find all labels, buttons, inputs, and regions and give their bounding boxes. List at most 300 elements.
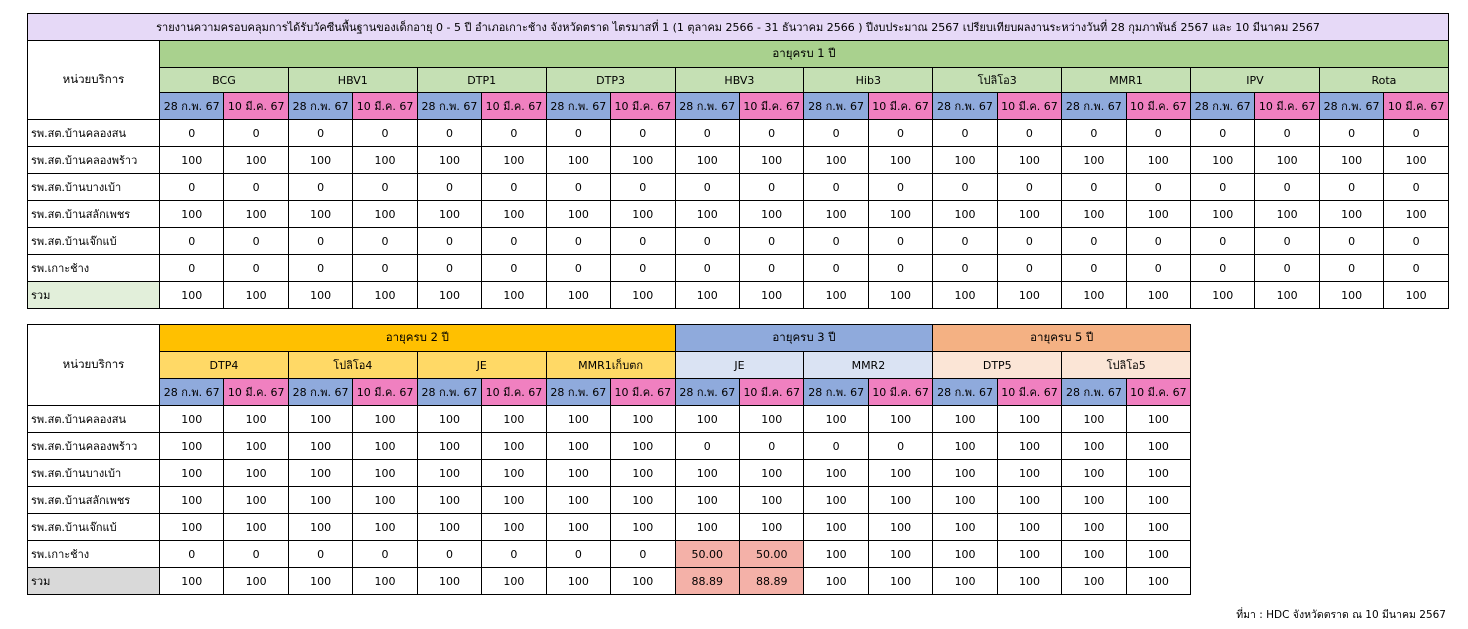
coverage-cell: 0	[353, 541, 417, 568]
coverage-cell: 0	[675, 120, 739, 147]
unit-name: รพ.สต.บ้านเจ๊กแบ้	[28, 514, 160, 541]
coverage-cell: 100	[160, 433, 224, 460]
sum-cell: 100	[675, 282, 739, 309]
coverage-cell: 100	[546, 406, 610, 433]
coverage-cell: 100	[482, 460, 546, 487]
coverage-cell: 0	[546, 120, 610, 147]
coverage-cell: 0	[353, 228, 417, 255]
coverage-cell: 0	[288, 541, 352, 568]
coverage-cell: 0	[804, 174, 868, 201]
coverage-cell: 100	[1062, 487, 1126, 514]
sum-cell: 100	[611, 568, 676, 595]
date-header-10-mar: 10 มี.ค. 67	[997, 379, 1061, 406]
coverage-cell: 0	[224, 541, 288, 568]
sum-cell: 100	[1126, 568, 1190, 595]
coverage-cell: 0	[288, 228, 352, 255]
coverage-cell: 100	[868, 147, 932, 174]
coverage-cell: 100	[224, 406, 288, 433]
coverage-cell: 0	[1191, 120, 1255, 147]
coverage-cell: 0	[160, 120, 224, 147]
table-row	[28, 201, 1449, 228]
sum-row	[28, 282, 1449, 309]
date-header-28-feb: 28 ก.พ. 67	[288, 93, 352, 120]
unit-name: รพ.สต.บ้านสลักเพชร	[28, 487, 160, 514]
vaccine-header: Rota	[1319, 68, 1448, 93]
coverage-cell: 100	[160, 406, 224, 433]
coverage-cell: 100	[160, 487, 224, 514]
date-header-10-mar: 10 มี.ค. 67	[739, 93, 803, 120]
sum-cell: 100	[417, 282, 481, 309]
coverage-cell: 100	[740, 460, 804, 487]
unit-name: รพ.เกาะช้าง	[28, 541, 160, 568]
date-header-10-mar: 10 มี.ค. 67	[1255, 93, 1319, 120]
coverage-cell: 0	[224, 174, 288, 201]
coverage-cell: 0	[1126, 120, 1190, 147]
coverage-cell: 100	[933, 487, 997, 514]
coverage-cell: 100	[611, 487, 676, 514]
sum-cell: 88.89	[740, 568, 804, 595]
date-header-10-mar: 10 มี.ค. 67	[997, 93, 1061, 120]
date-header-28-feb: 28 ก.พ. 67	[417, 93, 481, 120]
coverage-cell: 100	[868, 406, 932, 433]
sum-cell: 100	[997, 282, 1061, 309]
coverage-cell: 100	[740, 487, 804, 514]
coverage-cell: 100	[1126, 487, 1190, 514]
coverage-cell: 100	[417, 487, 481, 514]
sum-cell: 100	[224, 282, 288, 309]
date-header-10-mar: 10 มี.ค. 67	[224, 379, 288, 406]
coverage-cell: 100	[482, 147, 546, 174]
coverage-cell: 0	[804, 433, 868, 460]
coverage-cell: 0	[997, 228, 1061, 255]
unit-name: รพ.สต.บ้านคลองสน	[28, 406, 160, 433]
coverage-cell: 0	[868, 228, 932, 255]
date-header-10-mar: 10 มี.ค. 67	[482, 93, 546, 120]
coverage-cell: 0	[1384, 174, 1449, 201]
coverage-cell: 100	[675, 514, 739, 541]
coverage-cell: 100	[288, 460, 352, 487]
age-group-header: อายุครบ 2 ปี	[160, 325, 676, 352]
coverage-cell: 100	[482, 433, 546, 460]
coverage-cell: 0	[868, 120, 932, 147]
coverage-cell: 0	[160, 541, 224, 568]
coverage-cell: 0	[1255, 228, 1319, 255]
coverage-cell: 100	[1062, 514, 1126, 541]
coverage-cell: 100	[1191, 147, 1255, 174]
date-header-28-feb: 28 ก.พ. 67	[804, 93, 868, 120]
coverage-cell: 0	[288, 174, 352, 201]
unit-column-header: หน่วยบริการ	[28, 325, 160, 406]
coverage-cell: 0	[1255, 255, 1319, 282]
sum-cell: 100	[1384, 282, 1449, 309]
date-header-10-mar: 10 มี.ค. 67	[353, 379, 417, 406]
coverage-cell: 0	[611, 255, 675, 282]
sum-cell: 100	[160, 568, 224, 595]
coverage-cell: 0	[1319, 174, 1383, 201]
coverage-cell: 100	[675, 201, 739, 228]
table-row	[28, 433, 1191, 460]
coverage-cell: 100	[417, 460, 481, 487]
coverage-cell: 100	[160, 514, 224, 541]
table-row	[28, 406, 1191, 433]
coverage-table-age-1	[27, 13, 1449, 309]
vaccine-header: DTP4	[160, 352, 289, 379]
coverage-cell: 100	[868, 541, 932, 568]
sum-cell: 100	[1319, 282, 1383, 309]
sum-cell: 100	[611, 282, 675, 309]
unit-column-header: หน่วยบริการ	[28, 41, 160, 120]
data-source-note: ที่มา : HDC จังหวัดตราด ณ 10 มีนาคม 2567	[1236, 609, 1446, 621]
vaccine-header: DTP3	[546, 68, 675, 93]
coverage-cell: 0	[739, 255, 803, 282]
sum-cell: 100	[804, 282, 868, 309]
vaccine-header: โปลิโอ3	[933, 68, 1062, 93]
table-row	[28, 541, 1191, 568]
coverage-cell: 50.00	[740, 541, 804, 568]
coverage-cell: 100	[675, 460, 739, 487]
date-header-28-feb: 28 ก.พ. 67	[804, 379, 868, 406]
coverage-cell: 0	[1319, 228, 1383, 255]
coverage-cell: 100	[611, 433, 676, 460]
coverage-cell: 0	[482, 541, 546, 568]
coverage-cell: 100	[353, 514, 417, 541]
coverage-cell: 100	[546, 433, 610, 460]
coverage-cell: 100	[546, 147, 610, 174]
coverage-cell: 100	[546, 201, 610, 228]
vaccine-header: HBV3	[675, 68, 804, 93]
date-header-28-feb: 28 ก.พ. 67	[417, 379, 481, 406]
coverage-cell: 100	[1255, 147, 1319, 174]
coverage-cell: 100	[868, 460, 932, 487]
sum-cell: 100	[868, 568, 932, 595]
coverage-cell: 100	[804, 406, 868, 433]
coverage-cell: 0	[675, 174, 739, 201]
coverage-cell: 0	[353, 174, 417, 201]
sum-cell: 100	[417, 568, 481, 595]
date-header-10-mar: 10 มี.ค. 67	[740, 379, 804, 406]
coverage-cell: 100	[804, 514, 868, 541]
coverage-cell: 0	[611, 120, 675, 147]
coverage-cell: 100	[417, 433, 481, 460]
coverage-cell: 0	[1384, 120, 1449, 147]
table-row	[28, 514, 1191, 541]
coverage-cell: 100	[1062, 460, 1126, 487]
coverage-cell: 0	[611, 228, 675, 255]
coverage-cell: 0	[160, 255, 224, 282]
sum-cell: 100	[868, 282, 932, 309]
coverage-cell: 100	[1062, 433, 1126, 460]
coverage-cell: 100	[288, 433, 352, 460]
coverage-cell: 100	[997, 487, 1061, 514]
coverage-cell: 0	[997, 174, 1061, 201]
coverage-cell: 100	[1062, 541, 1126, 568]
coverage-cell: 100	[160, 201, 224, 228]
coverage-cell: 100	[1062, 406, 1126, 433]
unit-name: รพ.สต.บ้านคลองพร้าว	[28, 147, 160, 174]
table-row	[28, 255, 1449, 282]
coverage-cell: 100	[1126, 147, 1190, 174]
coverage-cell: 0	[739, 228, 803, 255]
vaccine-header: Hib3	[804, 68, 933, 93]
coverage-cell: 0	[288, 120, 352, 147]
coverage-cell: 100	[224, 460, 288, 487]
coverage-cell: 0	[417, 228, 481, 255]
vaccine-header: JE	[417, 352, 546, 379]
coverage-cell: 0	[288, 255, 352, 282]
coverage-cell: 100	[288, 514, 352, 541]
vaccine-header: DTP1	[417, 68, 546, 93]
coverage-cell: 100	[417, 514, 481, 541]
date-header-10-mar: 10 มี.ค. 67	[224, 93, 288, 120]
sum-cell: 100	[933, 282, 997, 309]
coverage-cell: 100	[288, 406, 352, 433]
coverage-cell: 0	[675, 433, 739, 460]
coverage-cell: 100	[353, 406, 417, 433]
date-header-28-feb: 28 ก.พ. 67	[288, 379, 352, 406]
coverage-cell: 100	[288, 147, 352, 174]
coverage-cell: 100	[546, 487, 610, 514]
coverage-cell: 0	[1191, 228, 1255, 255]
coverage-cell: 100	[1126, 514, 1190, 541]
date-header-10-mar: 10 มี.ค. 67	[1126, 93, 1190, 120]
coverage-cell: 100	[417, 406, 481, 433]
vaccine-header: JE	[675, 352, 804, 379]
date-header-28-feb: 28 ก.พ. 67	[546, 93, 610, 120]
coverage-cell: 0	[224, 120, 288, 147]
coverage-cell: 0	[224, 228, 288, 255]
sum-row	[28, 568, 1191, 595]
date-header-28-feb: 28 ก.พ. 67	[160, 93, 224, 120]
sum-cell: 100	[546, 568, 610, 595]
coverage-cell: 0	[675, 228, 739, 255]
coverage-cell: 100	[288, 487, 352, 514]
coverage-cell: 100	[417, 201, 481, 228]
coverage-cell: 100	[353, 201, 417, 228]
coverage-cell: 0	[933, 120, 997, 147]
coverage-cell: 100	[804, 487, 868, 514]
coverage-cell: 0	[1062, 174, 1126, 201]
coverage-cell: 100	[1191, 201, 1255, 228]
date-header-28-feb: 28 ก.พ. 67	[1191, 93, 1255, 120]
coverage-cell: 0	[1384, 228, 1449, 255]
sum-cell: 100	[160, 282, 224, 309]
coverage-cell: 100	[675, 147, 739, 174]
coverage-cell: 0	[1126, 255, 1190, 282]
coverage-cell: 100	[1255, 201, 1319, 228]
age-group-header-1yr: อายุครบ 1 ปี	[160, 41, 1449, 68]
coverage-cell: 0	[933, 174, 997, 201]
coverage-cell: 0	[933, 255, 997, 282]
date-header-10-mar: 10 มี.ค. 67	[868, 93, 932, 120]
coverage-cell: 100	[997, 460, 1061, 487]
coverage-table-age-2-3-5	[27, 324, 1191, 595]
coverage-cell: 100	[1319, 147, 1383, 174]
vaccine-header: DTP5	[933, 352, 1062, 379]
coverage-cell: 0	[417, 174, 481, 201]
date-header-28-feb: 28 ก.พ. 67	[546, 379, 610, 406]
coverage-cell: 0	[740, 433, 804, 460]
coverage-cell: 0	[1191, 174, 1255, 201]
coverage-cell: 0	[1255, 174, 1319, 201]
date-header-10-mar: 10 มี.ค. 67	[1126, 379, 1190, 406]
coverage-cell: 100	[611, 460, 676, 487]
coverage-cell: 0	[868, 255, 932, 282]
coverage-cell: 0	[675, 255, 739, 282]
coverage-cell: 100	[804, 147, 868, 174]
coverage-cell: 100	[224, 201, 288, 228]
coverage-cell: 0	[482, 120, 546, 147]
coverage-cell: 100	[804, 201, 868, 228]
vaccine-header: โปลิโอ5	[1062, 352, 1191, 379]
coverage-cell: 0	[739, 120, 803, 147]
date-header-10-mar: 10 มี.ค. 67	[353, 93, 417, 120]
sum-cell: 100	[224, 568, 288, 595]
coverage-cell: 0	[611, 174, 675, 201]
vaccine-header: HBV1	[288, 68, 417, 93]
coverage-cell: 100	[611, 201, 675, 228]
coverage-cell: 0	[1384, 255, 1449, 282]
coverage-cell: 100	[1126, 201, 1190, 228]
sum-cell: 100	[482, 568, 546, 595]
coverage-cell: 0	[417, 255, 481, 282]
coverage-cell: 100	[933, 201, 997, 228]
coverage-cell: 0	[482, 255, 546, 282]
coverage-cell: 100	[997, 147, 1061, 174]
coverage-cell: 100	[933, 433, 997, 460]
coverage-cell: 100	[997, 201, 1061, 228]
date-header-28-feb: 28 ก.พ. 67	[933, 379, 997, 406]
coverage-cell: 100	[353, 433, 417, 460]
sum-cell: 100	[804, 568, 868, 595]
sum-cell: 100	[1255, 282, 1319, 309]
vaccine-header: MMR2	[804, 352, 933, 379]
coverage-cell: 0	[804, 255, 868, 282]
coverage-cell: 0	[1319, 255, 1383, 282]
vaccine-header: IPV	[1191, 68, 1320, 93]
coverage-cell: 100	[1384, 201, 1449, 228]
table-row	[28, 228, 1449, 255]
coverage-cell: 100	[160, 147, 224, 174]
sum-cell: 100	[1191, 282, 1255, 309]
coverage-cell: 0	[804, 228, 868, 255]
coverage-cell: 100	[1126, 541, 1190, 568]
sum-cell: 100	[482, 282, 546, 309]
age-group-header: อายุครบ 3 ปี	[675, 325, 933, 352]
table-row	[28, 147, 1449, 174]
coverage-cell: 100	[933, 514, 997, 541]
date-header-28-feb: 28 ก.พ. 67	[1319, 93, 1383, 120]
sum-label: รวม	[28, 568, 160, 595]
coverage-cell: 100	[1384, 147, 1449, 174]
coverage-cell: 100	[804, 541, 868, 568]
coverage-cell: 100	[611, 147, 675, 174]
coverage-cell: 0	[804, 120, 868, 147]
vaccine-header: MMR1เก็บตก	[546, 352, 675, 379]
date-header-10-mar: 10 มี.ค. 67	[482, 379, 546, 406]
sum-cell: 100	[1126, 282, 1190, 309]
coverage-cell: 100	[1319, 201, 1383, 228]
coverage-cell: 0	[611, 541, 676, 568]
sum-cell: 100	[997, 568, 1061, 595]
coverage-cell: 100	[868, 201, 932, 228]
coverage-cell: 100	[933, 541, 997, 568]
coverage-cell: 100	[224, 514, 288, 541]
coverage-cell: 100	[611, 514, 676, 541]
coverage-cell: 100	[417, 147, 481, 174]
coverage-cell: 0	[160, 174, 224, 201]
coverage-cell: 100	[546, 460, 610, 487]
coverage-cell: 0	[997, 255, 1061, 282]
coverage-cell: 100	[1126, 406, 1190, 433]
coverage-cell: 100	[804, 460, 868, 487]
coverage-cell: 0	[353, 120, 417, 147]
coverage-cell: 100	[482, 406, 546, 433]
vaccine-header: โปลิโอ4	[288, 352, 417, 379]
date-header-28-feb: 28 ก.พ. 67	[160, 379, 224, 406]
coverage-cell: 100	[1126, 433, 1190, 460]
date-header-10-mar: 10 มี.ค. 67	[611, 379, 676, 406]
sum-label: รวม	[28, 282, 160, 309]
coverage-cell: 100	[482, 487, 546, 514]
coverage-cell: 0	[546, 174, 610, 201]
unit-name: รพ.สต.บ้านเจ๊กแบ้	[28, 228, 160, 255]
coverage-cell: 0	[417, 541, 481, 568]
table-row	[28, 460, 1191, 487]
coverage-cell: 100	[868, 487, 932, 514]
coverage-cell: 0	[546, 255, 610, 282]
sum-cell: 100	[353, 282, 417, 309]
coverage-cell: 100	[675, 487, 739, 514]
unit-name: รพ.สต.บ้านคลองสน	[28, 120, 160, 147]
coverage-cell: 0	[482, 228, 546, 255]
unit-name: รพ.สต.บ้านคลองพร้าว	[28, 433, 160, 460]
coverage-cell: 0	[1062, 228, 1126, 255]
coverage-cell: 100	[482, 201, 546, 228]
coverage-cell: 0	[1126, 228, 1190, 255]
age-group-header: อายุครบ 5 ปี	[933, 325, 1191, 352]
coverage-cell: 0	[1126, 174, 1190, 201]
coverage-cell: 0	[1319, 120, 1383, 147]
coverage-cell: 0	[482, 174, 546, 201]
coverage-cell: 100	[933, 460, 997, 487]
coverage-cell: 0	[997, 120, 1061, 147]
coverage-cell: 100	[675, 406, 739, 433]
table-row	[28, 120, 1449, 147]
coverage-cell: 0	[160, 228, 224, 255]
date-header-10-mar: 10 มี.ค. 67	[611, 93, 675, 120]
coverage-cell: 0	[1062, 255, 1126, 282]
coverage-cell: 100	[224, 433, 288, 460]
date-header-10-mar: 10 มี.ค. 67	[1384, 93, 1449, 120]
coverage-cell: 100	[933, 406, 997, 433]
coverage-cell: 100	[353, 147, 417, 174]
coverage-cell: 0	[1255, 120, 1319, 147]
coverage-cell: 0	[933, 228, 997, 255]
table-row	[28, 487, 1191, 514]
coverage-cell: 100	[997, 514, 1061, 541]
coverage-cell: 100	[1062, 201, 1126, 228]
coverage-cell: 100	[160, 460, 224, 487]
unit-name: รพ.สต.บ้านบางเบ้า	[28, 460, 160, 487]
vaccine-header: MMR1	[1062, 68, 1191, 93]
coverage-cell: 100	[933, 147, 997, 174]
table-row	[28, 174, 1449, 201]
coverage-cell: 100	[482, 514, 546, 541]
coverage-cell: 100	[997, 433, 1061, 460]
coverage-cell: 100	[224, 487, 288, 514]
coverage-cell: 100	[353, 460, 417, 487]
coverage-cell: 100	[546, 514, 610, 541]
